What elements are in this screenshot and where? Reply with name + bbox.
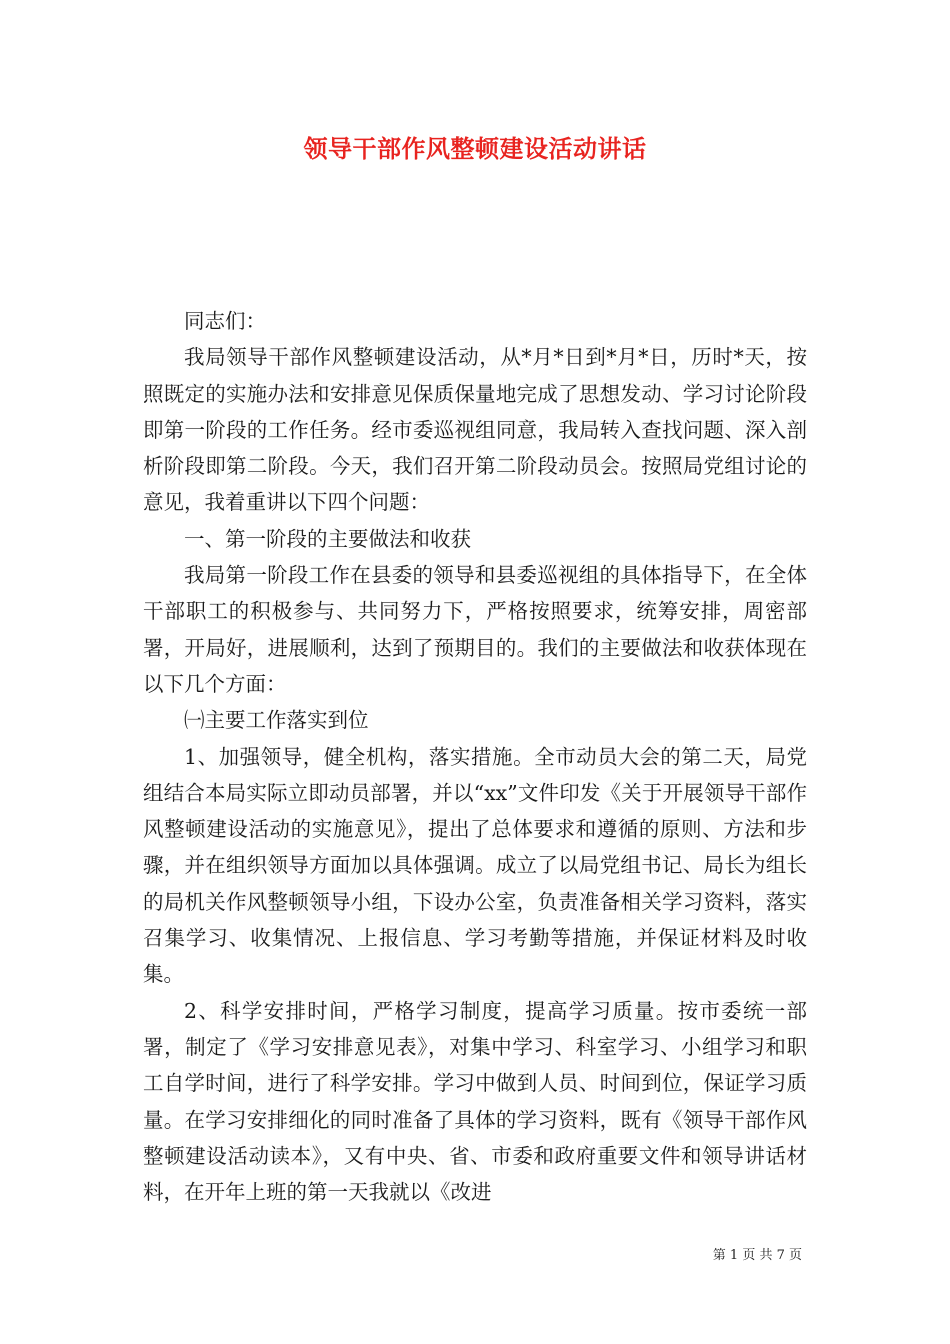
- subsection-heading: ㈠主要工作落实到位: [184, 708, 369, 733]
- salutation: 同志们：: [184, 309, 266, 333]
- document-title: 领导干部作风整顿建设活动讲话: [303, 134, 647, 163]
- section-heading: 一、第一阶段的主要做法和收获: [184, 526, 471, 551]
- body-paragraph: 2、科学安排时间，严格学习制度，提高学习质量。按市委统一部署，制定了《学习安排意见表》，对集中学习、科室学习、小组学习和职工自学时间，进行了科学安排。学习中做到人员、时间到位，保证学习质量。在学习安排细化的同时准备了具体的学习资料，既有《领导干部作风整顿建设活动读本》，又有中央、省、市委和政府重要文件和领导讲话材料，在开年上班的第一天我就以《改进: [143, 998, 807, 1205]
- body-paragraph: 我局第一阶段工作在县委的领导和县委巡视组的具体指导下，在全体干部职工的积极参与、共同努力下，严格按照要求，统筹安排，周密部署，开局好，进展顺利，达到了预期目的。我们的主要做法和收获体现在以下几个方面：: [143, 563, 807, 696]
- body-paragraph: 1、加强领导，健全机构，落实措施。全市动员大会的第二天，局党组结合本局实际立即动员部署，并以“xx”文件印发《关于开展领导干部作风整顿建设活动的实施意见》，提出了总体要求和遵循的原则、方法和步骤，并在组织领导方面加以具体强调。成立了以局党组书记、局长为组长的局机关作风整顿领导小组，下设办公室，负责准备相关学习资料，落实召集学习、收集情况、上报信息、学习考勤等措施，并保证材料及时收集。: [143, 744, 807, 987]
- page-number: 第 1 页 共 7 页: [712, 1248, 802, 1263]
- body-paragraph: 我局领导干部作风整顿建设活动，从*月*日到*月*日，历时*天，按照既定的实施办法和安排意见保质保量地完成了思想发动、学习讨论阶段即第一阶段的工作任务。经市委巡视组同意，我局转入查找问题、深入剖析阶段即第二阶段。今天，我们召开第二阶段动员会。按照局党组讨论的意见，我着重讲以下四个问题：: [143, 345, 807, 515]
- document-body: [143, 303, 807, 1210]
